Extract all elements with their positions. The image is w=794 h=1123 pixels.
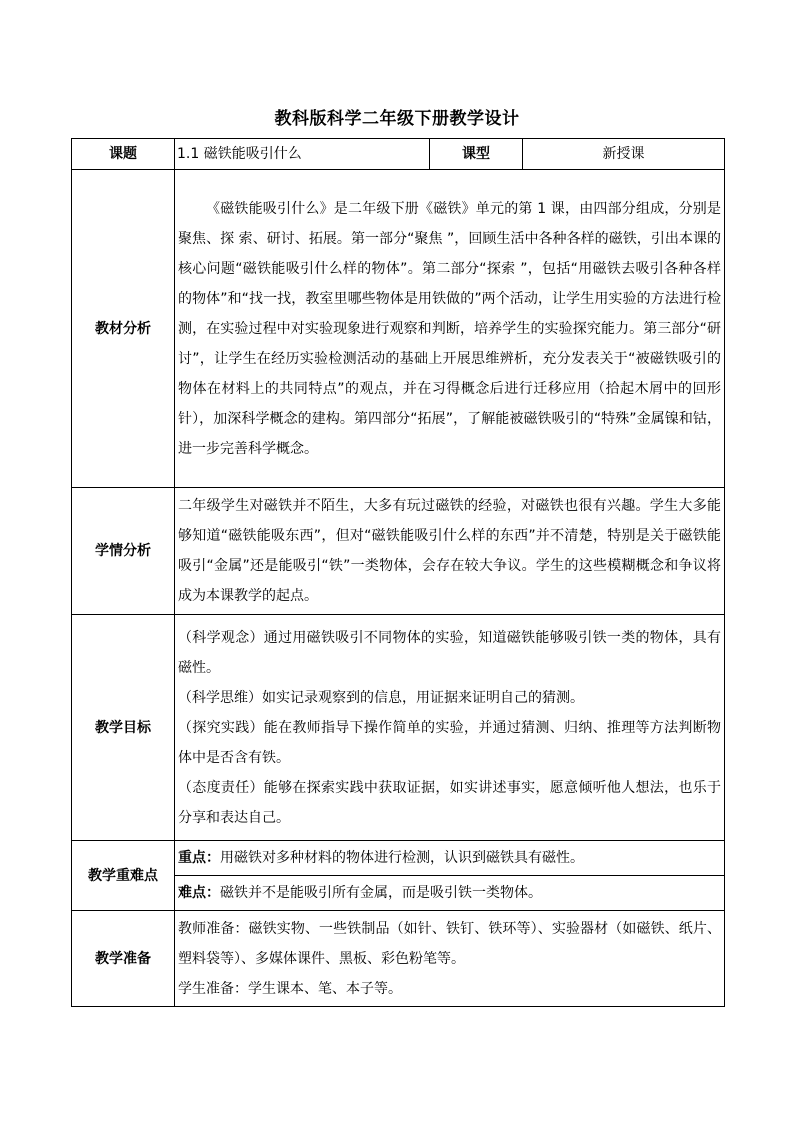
difficult-point-label: 难点： xyxy=(178,885,220,901)
goal-item: （科学思维）如实记录观察到的信息，用证据来证明自己的猜测。 xyxy=(178,689,584,706)
lesson-plan-table xyxy=(71,138,725,1007)
type-value: 新授课 xyxy=(523,139,725,170)
textbook-label: 教材分析 xyxy=(72,170,175,488)
textbook-cell xyxy=(175,170,725,488)
goal-item: （探究实践）能在教师指导下操作简单的实验，并通过猜测、归纳、推理等方法判断物体中是否含有铁。 xyxy=(178,719,721,766)
header-row xyxy=(72,139,725,170)
student-prep: 学生准备：学生课本、笔、本子等。 xyxy=(178,980,402,997)
textbook-row xyxy=(72,170,725,488)
goals-row xyxy=(72,615,725,841)
students-text: 二年级学生对磁铁并不陌生，大多有玩过磁铁的经验，对磁铁也很有兴趣。学生大多能够知道“磁铁能吸东西”，但对“磁铁能吸引什么样的东西”并不清楚，特别是关于磁铁能吸引“金属”还是能吸引“铁”一类物体，会存在较大争议。学生的这些模糊概念和争议将成为本课教学的起点。 xyxy=(178,498,721,604)
students-label: 学情分析 xyxy=(72,488,175,615)
key-point-cell xyxy=(175,841,725,876)
topic-value: 1.1 磁铁能吸引什么 xyxy=(175,139,430,170)
students-cell xyxy=(175,488,725,615)
textbook-text: 《磁铁能吸引什么》是二年级下册《磁铁》单元的第 1 课，由四部分组成，分别是聚焦、探 索、研讨、拓展。第一部分“聚焦 ”，回顾生活中各种各样的磁铁，引出本课的核心问题“磁铁能吸引什么样的物体”。第二部分“探索 ”，包括“用磁铁去吸引各种各样的物体”和“找一找，教室里哪些物体是用铁做的”两个活动，让学生用实验的方法进行检测，在实验过程中对实验现象进行观察和判断，培养学生的实验探究能力。第三部分“研讨”，让学生在经历实验检测活动的基础上开展思维辨析，充分发表关于“被磁铁吸引的物体在材料上的共同特点”的观点，并在习得概念后进行迁移应用（拾起木屑中的回形针），加深科学概念的建构。第四部分“拓展”，了解能被磁铁吸引的“特殊”金属镍和钴，进一步完善科学概念。 xyxy=(178,200,721,457)
prep-row xyxy=(72,911,725,1007)
prep-label: 教学准备 xyxy=(72,911,175,1007)
goals-cell xyxy=(175,615,725,841)
document-title: 教科版科学二年级下册教学设计 xyxy=(274,109,520,129)
goals-label: 教学目标 xyxy=(72,615,175,841)
key-point-row xyxy=(72,841,725,876)
goal-item: （科学观念）通过用磁铁吸引不同物体的实验，知道磁铁能够吸引铁一类的物体，具有磁性。 xyxy=(178,629,721,676)
topic-label: 课题 xyxy=(72,139,175,170)
type-label: 课型 xyxy=(430,139,523,170)
teacher-prep: 教师准备：磁铁实物、一些铁制品（如针、铁钉、铁环等）、实验器材（如磁铁、纸片、塑料袋等）、多媒体课件、黑板、彩色粉笔等。 xyxy=(178,920,721,967)
prep-cell xyxy=(175,911,725,1007)
key-point-text: 用磁铁对多种材料的物体进行检测，认识到磁铁具有磁性。 xyxy=(220,850,584,866)
goal-item: （态度责任）能够在探索实践中获取证据，如实讲述事实，愿意倾听他人想法，也乐于分享和表达自己。 xyxy=(178,779,721,826)
key-point-label: 重点： xyxy=(178,850,220,866)
difficult-point-text: 磁铁并不是能吸引所有金属，而是吸引铁一类物体。 xyxy=(220,885,542,901)
students-row xyxy=(72,488,725,615)
difficult-point-cell xyxy=(175,876,725,911)
keypoints-label: 教学重难点 xyxy=(72,841,175,911)
